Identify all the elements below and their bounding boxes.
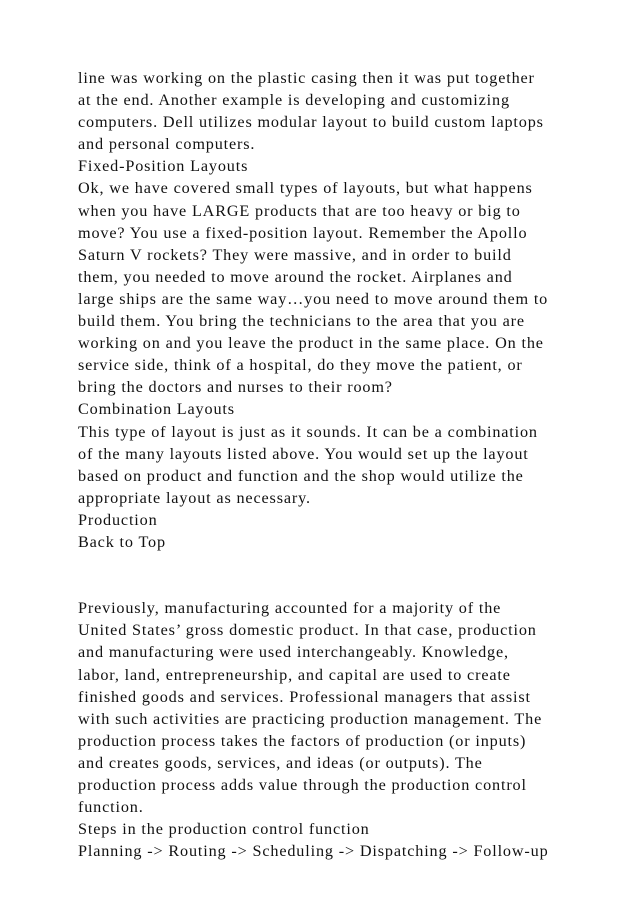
body-line: with such activities are practicing production management. The [78, 709, 543, 728]
body-line: service side, think of a hospital, do they move the patient, or [78, 356, 523, 375]
body-line: and creates goods, services, and ideas (or outputs). The [78, 753, 483, 772]
spacer [78, 575, 598, 597]
document-body [78, 67, 598, 862]
heading-production: Production [78, 510, 158, 529]
body-line: labor, land, entrepreneurship, and capital are used to create [78, 665, 511, 684]
body-line: This type of layout is just as it sounds. It can be a combination [78, 422, 538, 441]
body-line: Ok, we have covered small types of layouts, but what happens [78, 179, 533, 198]
back-to-top-link[interactable]: Back to Top [78, 532, 166, 551]
steps-sequence-line: Planning -> Routing -> Scheduling -> Dispatching -> Follow-up [78, 842, 549, 861]
body-line: function. [78, 798, 144, 817]
body-line: Previously, manufacturing accounted for a majority of the [78, 599, 502, 618]
heading-combination-layouts: Combination Layouts [78, 400, 235, 419]
body-line: them, you needed to move around the rocket. Airplanes and [78, 267, 513, 286]
body-line: production process takes the factors of production (or inputs) [78, 731, 527, 750]
heading-fixed-position-layouts: Fixed-Position Layouts [78, 157, 249, 176]
body-line: appropriate layout as necessary. [78, 488, 311, 507]
body-line: Saturn V rockets? They were massive, and in order to build [78, 245, 512, 264]
body-line: of the many layouts listed above. You would set up the layout [78, 444, 529, 463]
body-line: at the end. Another example is developing and customizing [78, 91, 510, 110]
body-line: finished goods and services. Professional managers that assist [78, 687, 531, 706]
body-line: production process adds value through the production control [78, 776, 527, 794]
heading-steps-production-control: Steps in the production control function [78, 820, 370, 839]
body-line: based on product and function and the shop would utilize the [78, 466, 524, 485]
body-line: computers. Dell utilizes modular layout to build custom laptops [78, 113, 544, 132]
body-line: bring the doctors and nurses to their room? [78, 378, 393, 397]
body-line: working on and you leave the product in the same place. On the [78, 334, 544, 353]
body-line: when you have LARGE products that are too heavy or big to [78, 201, 521, 220]
spacer [78, 553, 598, 575]
body-line: and manufacturing were used interchangeably. Knowledge, [78, 643, 509, 662]
body-line: line was working on the plastic casing then it was put together [78, 69, 535, 87]
body-line: large ships are the same way…you need to move around them to [78, 289, 549, 308]
body-line: build them. You bring the technicians to the area that you are [78, 312, 525, 331]
body-line: and personal computers. [78, 135, 256, 154]
body-line: move? You use a fixed-position layout. Remember the Apollo [78, 223, 528, 242]
body-line: United States’ gross domestic product. In that case, production [78, 621, 537, 640]
